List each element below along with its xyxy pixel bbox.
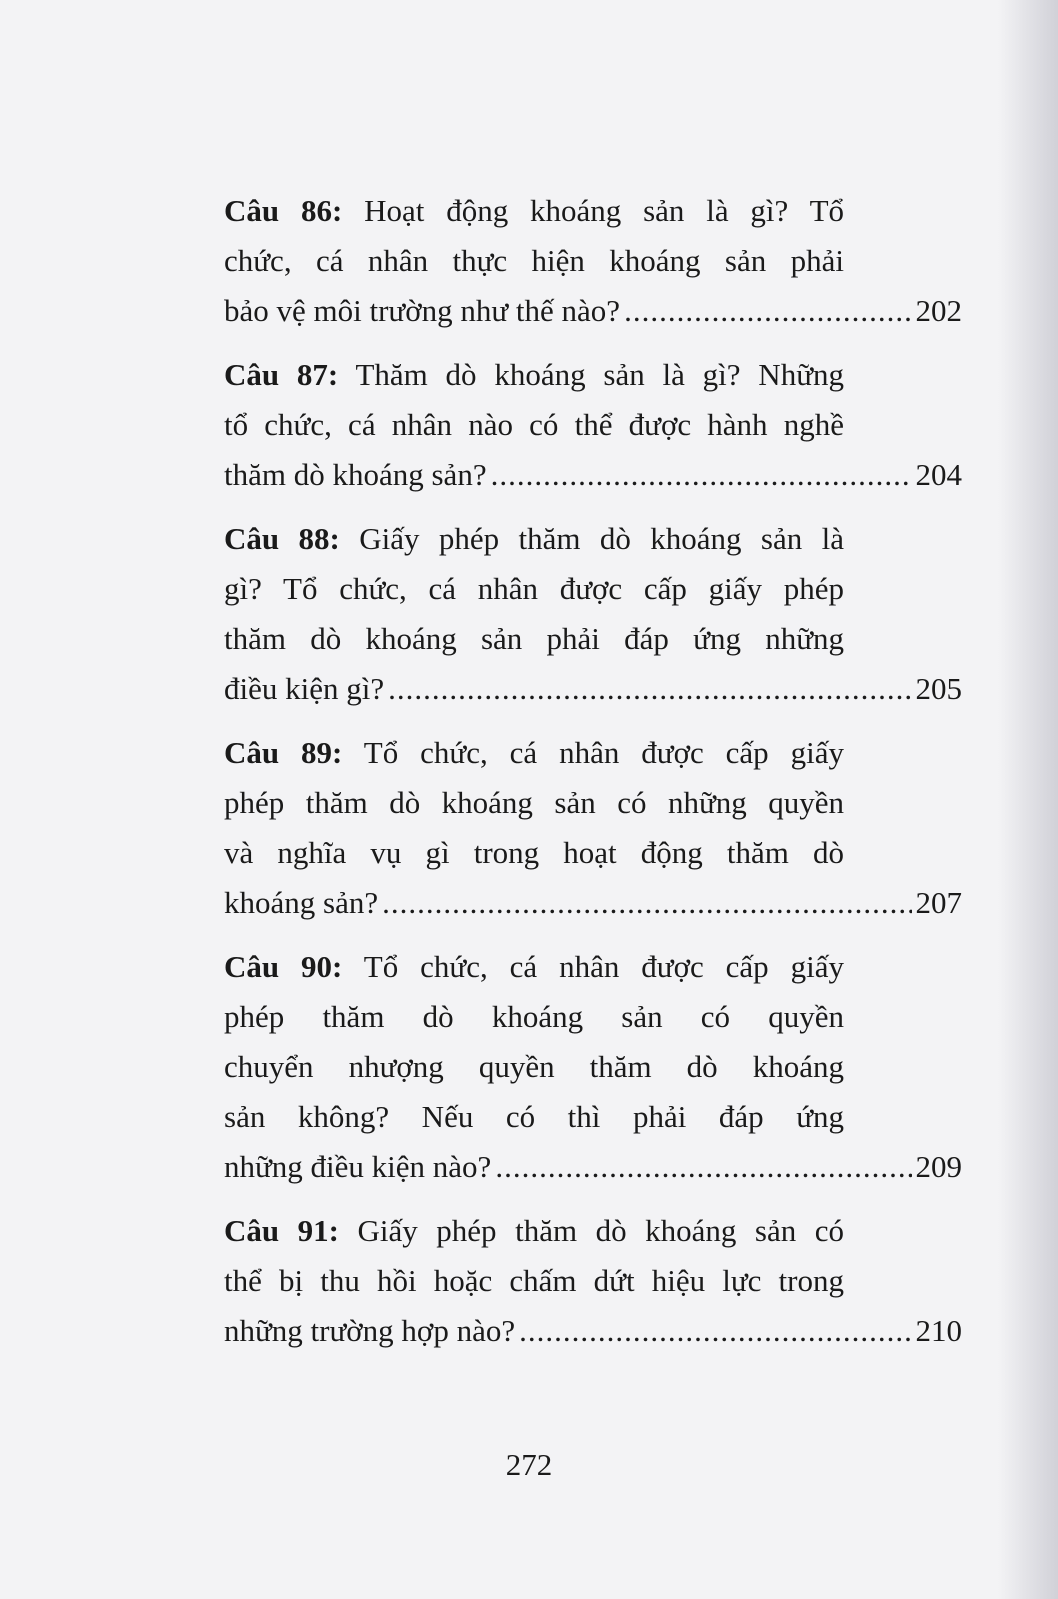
toc-entry-first-line [224,350,844,400]
question-text: Giấy phép thăm dò khoáng sản có [357,1213,844,1248]
toc-entry-first-line [224,728,844,778]
toc-entry-line: khoáng sản? [224,885,379,920]
toc-entry-last-line [224,286,962,336]
leader-dots [495,1142,911,1192]
toc-entry-last-line [224,878,962,928]
toc-entry-line: tổ chức, cá nhân nào có thể được hành nghề [224,407,844,442]
toc-page-number[interactable]: 202 [915,293,962,328]
toc-entry-line: gì? Tổ chức, cá nhân được cấp giấy phép [224,571,844,606]
question-text: Tổ chức, cá nhân được cấp giấy [363,949,844,984]
toc-entry[interactable] [224,1206,962,1356]
toc-entry-line: thăm dò khoáng sản phải đáp ứng những [224,621,844,656]
toc-entry[interactable] [224,728,962,928]
toc-entry-line: chuyển nhượng quyền thăm dò khoáng [224,1049,844,1084]
toc-entry[interactable] [224,350,962,500]
question-label: Câu 89: [224,735,343,770]
toc-entry-line: phép thăm dò khoáng sản có quyền [224,999,844,1034]
toc-entry-line: điều kiện gì? [224,671,385,706]
toc-entry-last-line [224,450,962,500]
question-text: Giấy phép thăm dò khoáng sản là [359,521,844,556]
toc-entry-first-line [224,942,844,992]
toc-entry-first-line [224,514,844,564]
question-text: Hoạt động khoáng sản là gì? Tổ [364,193,844,228]
leader-dots [519,1306,911,1356]
page-number: 272 [505,1447,553,1482]
toc-entry-line: và nghĩa vụ gì trong hoạt động thăm dò [224,835,844,870]
leader-dots [624,286,911,336]
leader-dots [382,878,911,928]
toc-entry-last-line [224,1306,962,1356]
toc-page-number[interactable]: 205 [915,671,962,706]
toc-entry-line: những trường hợp nào? [224,1313,516,1348]
toc-entry-line: phép thăm dò khoáng sản có những quyền [224,785,844,820]
leader-dots [388,664,911,714]
leader-dots [491,450,912,500]
toc-entry-first-line [224,1206,844,1256]
question-label: Câu 86: [224,193,343,228]
toc-entry-line: chức, cá nhân thực hiện khoáng sản phải [224,243,844,278]
toc-entry[interactable] [224,942,962,1192]
question-text: Thăm dò khoáng sản là gì? Những [355,357,844,392]
toc-page-number[interactable]: 207 [915,885,962,920]
question-label: Câu 88: [224,521,340,556]
toc-entry[interactable] [224,514,962,714]
toc-entry-line: thăm dò khoáng sản? [224,457,487,492]
table-of-contents [224,186,962,1370]
toc-entry-line: thể bị thu hồi hoặc chấm dứt hiệu lực trong [224,1263,844,1298]
question-text: Tổ chức, cá nhân được cấp giấy [363,735,844,770]
toc-entry-last-line [224,1142,962,1192]
toc-page-number[interactable]: 210 [915,1313,962,1348]
question-label: Câu 87: [224,357,339,392]
question-label: Câu 90: [224,949,343,984]
page-edge-shadow [998,0,1058,1599]
toc-entry-last-line [224,664,962,714]
toc-entry-line: bảo vệ môi trường như thế nào? [224,293,621,328]
toc-entry[interactable] [224,186,962,336]
toc-entry-line: sản không? Nếu có thì phải đáp ứng [224,1099,844,1134]
toc-entry-first-line [224,186,844,236]
toc-page-number[interactable]: 209 [915,1149,962,1184]
question-label: Câu 91: [224,1213,339,1248]
toc-page-number[interactable]: 204 [915,457,962,492]
toc-entry-line: những điều kiện nào? [224,1149,492,1184]
